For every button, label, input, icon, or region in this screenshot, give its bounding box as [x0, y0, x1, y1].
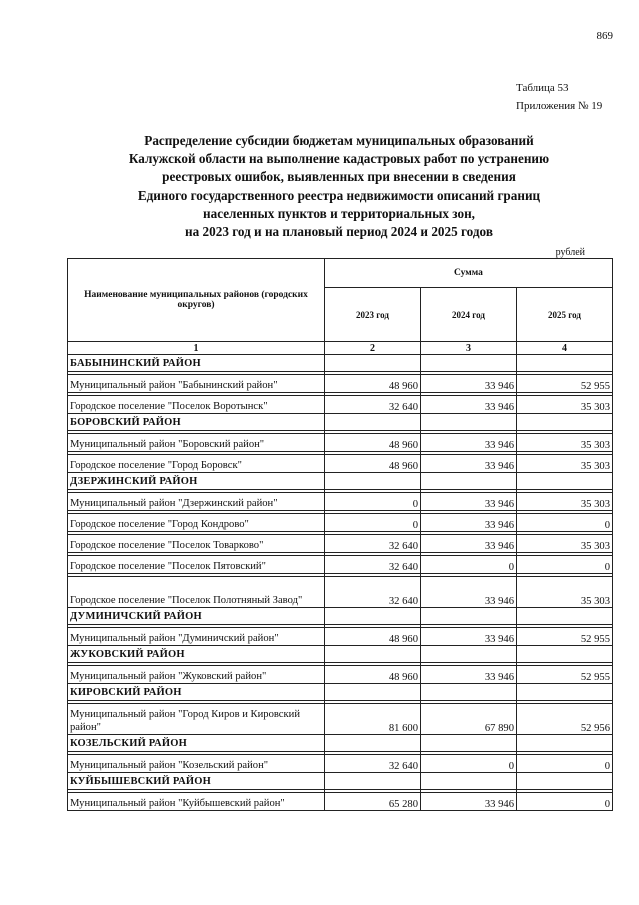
- amount-2025: 35 303: [517, 434, 613, 452]
- table-row: [68, 434, 613, 452]
- empty-cell: [421, 608, 517, 625]
- amount-2023: 81 600: [325, 704, 421, 735]
- amount-2024: 33 946: [421, 793, 517, 811]
- page-number: 869: [596, 30, 613, 42]
- municipality-name: Городское поселение "Город Боровск": [68, 455, 325, 473]
- column-number: 2: [325, 342, 421, 355]
- municipality-name: Муниципальный район "Город Киров и Кировский район": [68, 704, 325, 735]
- municipality-name: Муниципальный район "Козельский район": [68, 755, 325, 773]
- amount-2024: 33 946: [421, 493, 517, 511]
- empty-cell: [325, 473, 421, 490]
- amount-2025: 35 303: [517, 455, 613, 473]
- empty-cell: [325, 646, 421, 663]
- amount-2023: 48 960: [325, 628, 421, 646]
- district-name: ДЗЕРЖИНСКИЙ РАЙОН: [68, 473, 325, 490]
- municipality-name: Муниципальный район "Бабынинский район": [68, 375, 325, 393]
- municipality-name: Муниципальный район "Дзержинский район": [68, 493, 325, 511]
- district-header-row: [68, 355, 613, 372]
- empty-cell: [325, 684, 421, 701]
- amount-2023: 48 960: [325, 455, 421, 473]
- amount-2024: 0: [421, 556, 517, 574]
- amount-2023: 32 640: [325, 577, 421, 608]
- empty-cell: [325, 735, 421, 752]
- municipality-name: Муниципальный район "Думиничский район": [68, 628, 325, 646]
- table-row: [68, 455, 613, 473]
- district-name: КИРОВСКИЙ РАЙОН: [68, 684, 325, 701]
- amount-2025: 52 955: [517, 375, 613, 393]
- municipality-name: Городское поселение "Город Кондрово": [68, 514, 325, 532]
- amount-2023: 32 640: [325, 556, 421, 574]
- amount-2024: 33 946: [421, 535, 517, 553]
- title-line: Распределение субсидии бюджетам муниципальных образований: [144, 133, 534, 148]
- empty-cell: [325, 355, 421, 372]
- empty-cell: [517, 473, 613, 490]
- column-number: 1: [68, 342, 325, 355]
- table-row: [68, 577, 613, 608]
- amount-2025: 52 955: [517, 666, 613, 684]
- amount-2025: 52 956: [517, 704, 613, 735]
- municipality-name: Муниципальный район "Жуковский район": [68, 666, 325, 684]
- table-row: [68, 375, 613, 393]
- empty-cell: [421, 355, 517, 372]
- table-row: [68, 396, 613, 414]
- district-name: КОЗЕЛЬСКИЙ РАЙОН: [68, 735, 325, 752]
- amount-2023: 32 640: [325, 755, 421, 773]
- municipality-name: Городское поселение "Поселок Воротынск": [68, 396, 325, 414]
- table-row: [68, 666, 613, 684]
- municipality-name: Муниципальный район "Боровский район": [68, 434, 325, 452]
- empty-cell: [517, 646, 613, 663]
- amount-2025: 35 303: [517, 493, 613, 511]
- amount-2025: 52 955: [517, 628, 613, 646]
- column-number-row: [68, 342, 613, 355]
- amount-2025: 0: [517, 514, 613, 532]
- year-header-2025: 2025 год: [517, 288, 613, 342]
- district-name: ЖУКОВСКИЙ РАЙОН: [68, 646, 325, 663]
- empty-cell: [325, 773, 421, 790]
- amount-2024: 0: [421, 755, 517, 773]
- amount-2025: 0: [517, 755, 613, 773]
- municipality-name: Муниципальный район "Куйбышевский район": [68, 793, 325, 811]
- district-name: ДУМИНИЧСКИЙ РАЙОН: [68, 608, 325, 625]
- district-header-row: [68, 684, 613, 701]
- table-row: [68, 493, 613, 511]
- table-label: Таблица 53: [516, 82, 569, 94]
- amount-2023: 48 960: [325, 434, 421, 452]
- amount-2024: 33 946: [421, 455, 517, 473]
- empty-cell: [517, 355, 613, 372]
- title-line: Единого государственного реестра недвижимости описаний границ: [137, 187, 541, 203]
- name-column-header: Наименование муниципальных районов (городских округов): [68, 259, 325, 342]
- empty-cell: [421, 473, 517, 490]
- empty-cell: [517, 414, 613, 431]
- district-name: КУЙБЫШЕВСКИЙ РАЙОН: [68, 773, 325, 790]
- empty-cell: [325, 414, 421, 431]
- amount-2025: 35 303: [517, 535, 613, 553]
- amount-2024: 33 946: [421, 577, 517, 608]
- amount-2025: 35 303: [517, 577, 613, 608]
- subsidy-table: [67, 258, 613, 811]
- column-number: 4: [517, 342, 613, 355]
- table-row: [68, 556, 613, 574]
- empty-cell: [517, 608, 613, 625]
- amount-2024: 33 946: [421, 375, 517, 393]
- empty-cell: [517, 773, 613, 790]
- amount-2024: 33 946: [421, 396, 517, 414]
- year-header-2024: 2024 год: [421, 288, 517, 342]
- amount-2023: 32 640: [325, 535, 421, 553]
- municipality-name: Городское поселение "Поселок Товарково": [68, 535, 325, 553]
- empty-cell: [517, 684, 613, 701]
- amount-2024: 33 946: [421, 514, 517, 532]
- district-header-row: [68, 773, 613, 790]
- table-row: [68, 514, 613, 532]
- table-row: [68, 704, 613, 735]
- table-body: [68, 355, 613, 811]
- empty-cell: [325, 608, 421, 625]
- empty-cell: [421, 684, 517, 701]
- amount-2023: 48 960: [325, 375, 421, 393]
- amount-2024: 33 946: [421, 666, 517, 684]
- column-number: 3: [421, 342, 517, 355]
- amount-2025: 0: [517, 793, 613, 811]
- title-line: на 2023 год и на плановый период 2024 и 2025 годов: [185, 224, 493, 240]
- district-name: БОРОВСКИЙ РАЙОН: [68, 414, 325, 431]
- amount-2024: 67 890: [421, 704, 517, 735]
- amount-2024: 33 946: [421, 628, 517, 646]
- title-line: Калужской области на выполнение кадастровых работ по устранению: [128, 151, 550, 167]
- title-line: населенных пунктов и территориальных зон,: [203, 205, 475, 221]
- empty-cell: [421, 414, 517, 431]
- amount-2025: 0: [517, 556, 613, 574]
- table-row: [68, 535, 613, 553]
- table-reference: [516, 79, 602, 115]
- appendix-label: Приложения № 19: [516, 100, 603, 112]
- empty-cell: [421, 646, 517, 663]
- district-header-row: [68, 735, 613, 752]
- district-header-row: [68, 473, 613, 490]
- table-row: [68, 793, 613, 811]
- amount-2023: 32 640: [325, 396, 421, 414]
- district-header-row: [68, 646, 613, 663]
- year-header-2023: 2023 год: [325, 288, 421, 342]
- municipality-name: Городское поселение "Поселок Полотняный Завод": [68, 577, 325, 608]
- empty-cell: [421, 773, 517, 790]
- amount-2023: 0: [325, 493, 421, 511]
- units-label: рублей: [555, 247, 585, 258]
- title-line: реестровых ошибок, выявленных при внесении в сведения: [162, 169, 516, 185]
- amount-2025: 35 303: [517, 396, 613, 414]
- amount-2023: 65 280: [325, 793, 421, 811]
- table-row: [68, 755, 613, 773]
- empty-cell: [421, 735, 517, 752]
- amount-2023: 0: [325, 514, 421, 532]
- municipality-name: Городское поселение "Поселок Пятовский": [68, 556, 325, 574]
- sum-column-header: Сумма: [325, 259, 613, 288]
- amount-2024: 33 946: [421, 434, 517, 452]
- amount-2023: 48 960: [325, 666, 421, 684]
- district-name: БАБЫНИНСКИЙ РАЙОН: [68, 355, 325, 372]
- table-row: [68, 628, 613, 646]
- district-header-row: [68, 414, 613, 431]
- document-title: [66, 132, 612, 241]
- district-header-row: [68, 608, 613, 625]
- empty-cell: [517, 735, 613, 752]
